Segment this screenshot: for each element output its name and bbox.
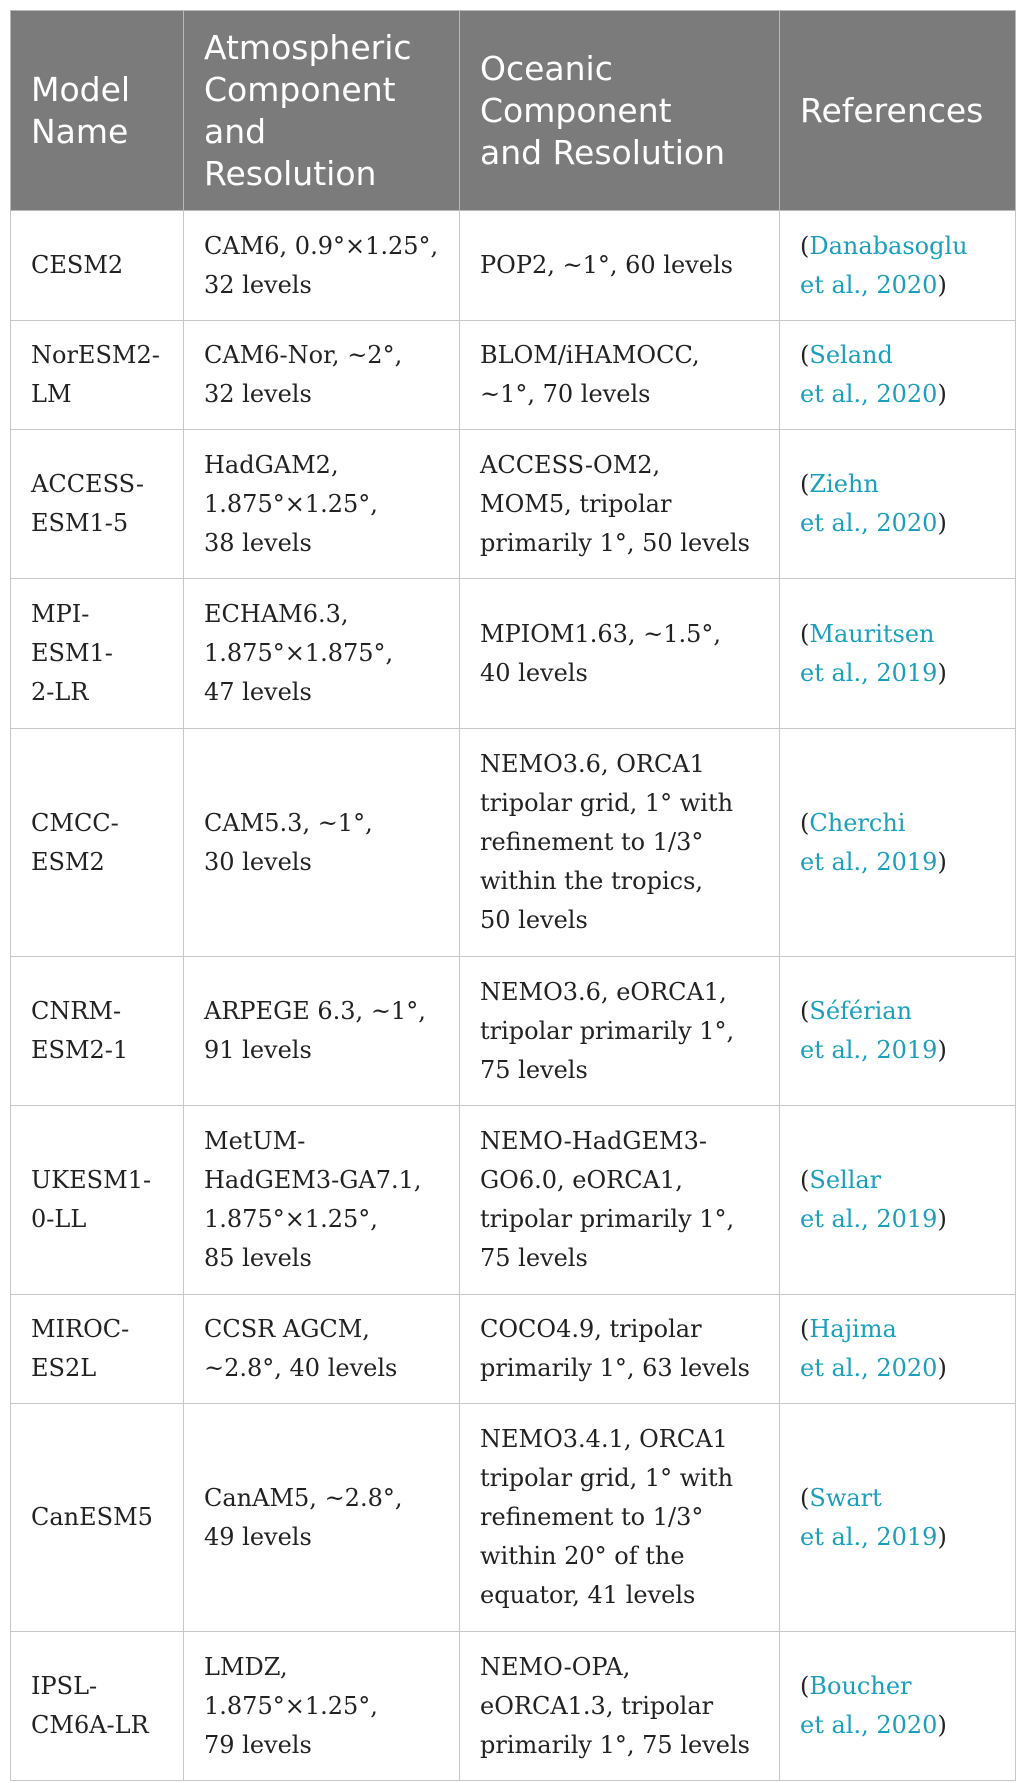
cell-ocean: NEMO3.6, eORCA1, tripolar primarily 1°, 75 levels bbox=[460, 957, 780, 1106]
header-oceanic: Oceanic Component and Resolution bbox=[460, 11, 780, 211]
cell-atmos: HadGAM2, 1.875°×1.25°, 38 levels bbox=[184, 430, 460, 579]
reference-link[interactable]: Danabasoglu et al., 2020 bbox=[800, 231, 968, 299]
table-row bbox=[11, 1632, 1016, 1781]
cell-ocean: ACCESS-OM2, MOM5, tripolar primarily 1°, 50 levels bbox=[460, 430, 780, 579]
table-row bbox=[11, 579, 1016, 729]
ref-open-paren: ( bbox=[800, 341, 810, 369]
cell-model: CanESM5 bbox=[11, 1404, 184, 1632]
header-atmospheric: Atmospheric Component and Resolution bbox=[184, 11, 460, 211]
cell-model: IPSL- CM6A-LR bbox=[11, 1632, 184, 1781]
cell-model: NorESM2- LM bbox=[11, 321, 184, 430]
table-row bbox=[11, 1106, 1016, 1295]
ref-close-paren: ) bbox=[937, 270, 947, 299]
table-header-row bbox=[11, 11, 1016, 211]
reference-link[interactable]: Sellar et al., 2019 bbox=[800, 1166, 938, 1233]
cell-ocean: BLOM/iHAMOCC, ~1°, 70 levels bbox=[460, 321, 780, 430]
table-row bbox=[11, 211, 1016, 321]
cell-atmos: CAM6, 0.9°×1.25°, 32 levels bbox=[184, 211, 460, 321]
cell-model: CNRM- ESM2-1 bbox=[11, 957, 184, 1106]
model-table-container bbox=[10, 10, 1015, 1781]
reference-link[interactable]: Swart et al., 2019 bbox=[800, 1483, 938, 1551]
ref-close-paren: ) bbox=[937, 1036, 947, 1064]
reference-link[interactable]: Hajima et al., 2020 bbox=[800, 1315, 938, 1382]
ref-close-paren: ) bbox=[937, 847, 947, 876]
ref-open-paren: ( bbox=[800, 997, 810, 1025]
reference-link[interactable]: Mauritsen et al., 2019 bbox=[800, 619, 938, 687]
cell-reference bbox=[780, 957, 1016, 1106]
table-row bbox=[11, 321, 1016, 430]
cell-reference bbox=[780, 430, 1016, 579]
cell-reference bbox=[780, 321, 1016, 430]
ref-open-paren: ( bbox=[800, 1672, 810, 1700]
cell-atmos: CanAM5, ~2.8°, 49 levels bbox=[184, 1404, 460, 1632]
table-row bbox=[11, 1404, 1016, 1632]
cell-ocean: NEMO-HadGEM3- GO6.0, eORCA1, tripolar primarily 1°, 75 levels bbox=[460, 1106, 780, 1295]
reference-link[interactable]: Seland et al., 2020 bbox=[800, 341, 938, 408]
ref-close-paren: ) bbox=[937, 1354, 947, 1382]
cell-model: MPI- ESM1- 2-LR bbox=[11, 579, 184, 729]
ref-open-paren: ( bbox=[800, 1315, 810, 1343]
reference-link[interactable]: Ziehn et al., 2020 bbox=[800, 470, 938, 537]
cell-model: MIROC- ES2L bbox=[11, 1295, 184, 1404]
ref-open-paren: ( bbox=[800, 231, 810, 260]
ref-open-paren: ( bbox=[800, 1483, 810, 1512]
cell-atmos: CCSR AGCM, ~2.8°, 40 levels bbox=[184, 1295, 460, 1404]
cell-ocean: POP2, ~1°, 60 levels bbox=[460, 211, 780, 321]
reference-link[interactable]: Cherchi et al., 2019 bbox=[800, 808, 938, 876]
cell-reference bbox=[780, 729, 1016, 957]
table-row bbox=[11, 957, 1016, 1106]
cell-model: ACCESS- ESM1-5 bbox=[11, 430, 184, 579]
header-model-name: Model Name bbox=[11, 11, 184, 211]
reference-link[interactable]: Séférian et al., 2019 bbox=[800, 997, 938, 1064]
cell-model: CMCC- ESM2 bbox=[11, 729, 184, 957]
cell-atmos: CAM5.3, ~1°, 30 levels bbox=[184, 729, 460, 957]
ref-open-paren: ( bbox=[800, 619, 810, 648]
cell-reference bbox=[780, 579, 1016, 729]
ref-open-paren: ( bbox=[800, 1166, 810, 1194]
cell-reference bbox=[780, 1632, 1016, 1781]
ref-close-paren: ) bbox=[937, 658, 947, 687]
ref-close-paren: ) bbox=[937, 1522, 947, 1551]
ref-close-paren: ) bbox=[937, 1711, 947, 1739]
ref-close-paren: ) bbox=[937, 380, 947, 408]
cell-atmos: MetUM- HadGEM3-GA7.1, 1.875°×1.25°, 85 levels bbox=[184, 1106, 460, 1295]
header-references: References bbox=[780, 11, 1016, 211]
cell-atmos: CAM6-Nor, ~2°, 32 levels bbox=[184, 321, 460, 430]
cell-reference bbox=[780, 1295, 1016, 1404]
cell-ocean: COCO4.9, tripolar primarily 1°, 63 levels bbox=[460, 1295, 780, 1404]
cell-reference bbox=[780, 1404, 1016, 1632]
ref-open-paren: ( bbox=[800, 470, 810, 498]
cell-atmos: LMDZ, 1.875°×1.25°, 79 levels bbox=[184, 1632, 460, 1781]
cell-model: CESM2 bbox=[11, 211, 184, 321]
table-row bbox=[11, 430, 1016, 579]
cell-atmos: ECHAM6.3, 1.875°×1.875°, 47 levels bbox=[184, 579, 460, 729]
cell-ocean: NEMO-OPA, eORCA1.3, tripolar primarily 1°, 75 levels bbox=[460, 1632, 780, 1781]
table-row bbox=[11, 1295, 1016, 1404]
cell-atmos: ARPEGE 6.3, ~1°, 91 levels bbox=[184, 957, 460, 1106]
model-table bbox=[10, 10, 1016, 1781]
cell-reference bbox=[780, 1106, 1016, 1295]
cell-model: UKESM1- 0-LL bbox=[11, 1106, 184, 1295]
ref-close-paren: ) bbox=[937, 509, 947, 537]
ref-close-paren: ) bbox=[937, 1205, 947, 1233]
table-row bbox=[11, 729, 1016, 957]
reference-link[interactable]: Boucher et al., 2020 bbox=[800, 1672, 938, 1739]
cell-ocean: NEMO3.6, ORCA1 tripolar grid, 1° with refinement to 1/3° within the tropics, 50 levels bbox=[460, 729, 780, 957]
cell-reference bbox=[780, 211, 1016, 321]
ref-open-paren: ( bbox=[800, 808, 810, 837]
cell-ocean: MPIOM1.63, ~1.5°, 40 levels bbox=[460, 579, 780, 729]
cell-ocean: NEMO3.4.1, ORCA1 tripolar grid, 1° with refinement to 1/3° within 20° of the equator, 41 levels bbox=[460, 1404, 780, 1632]
